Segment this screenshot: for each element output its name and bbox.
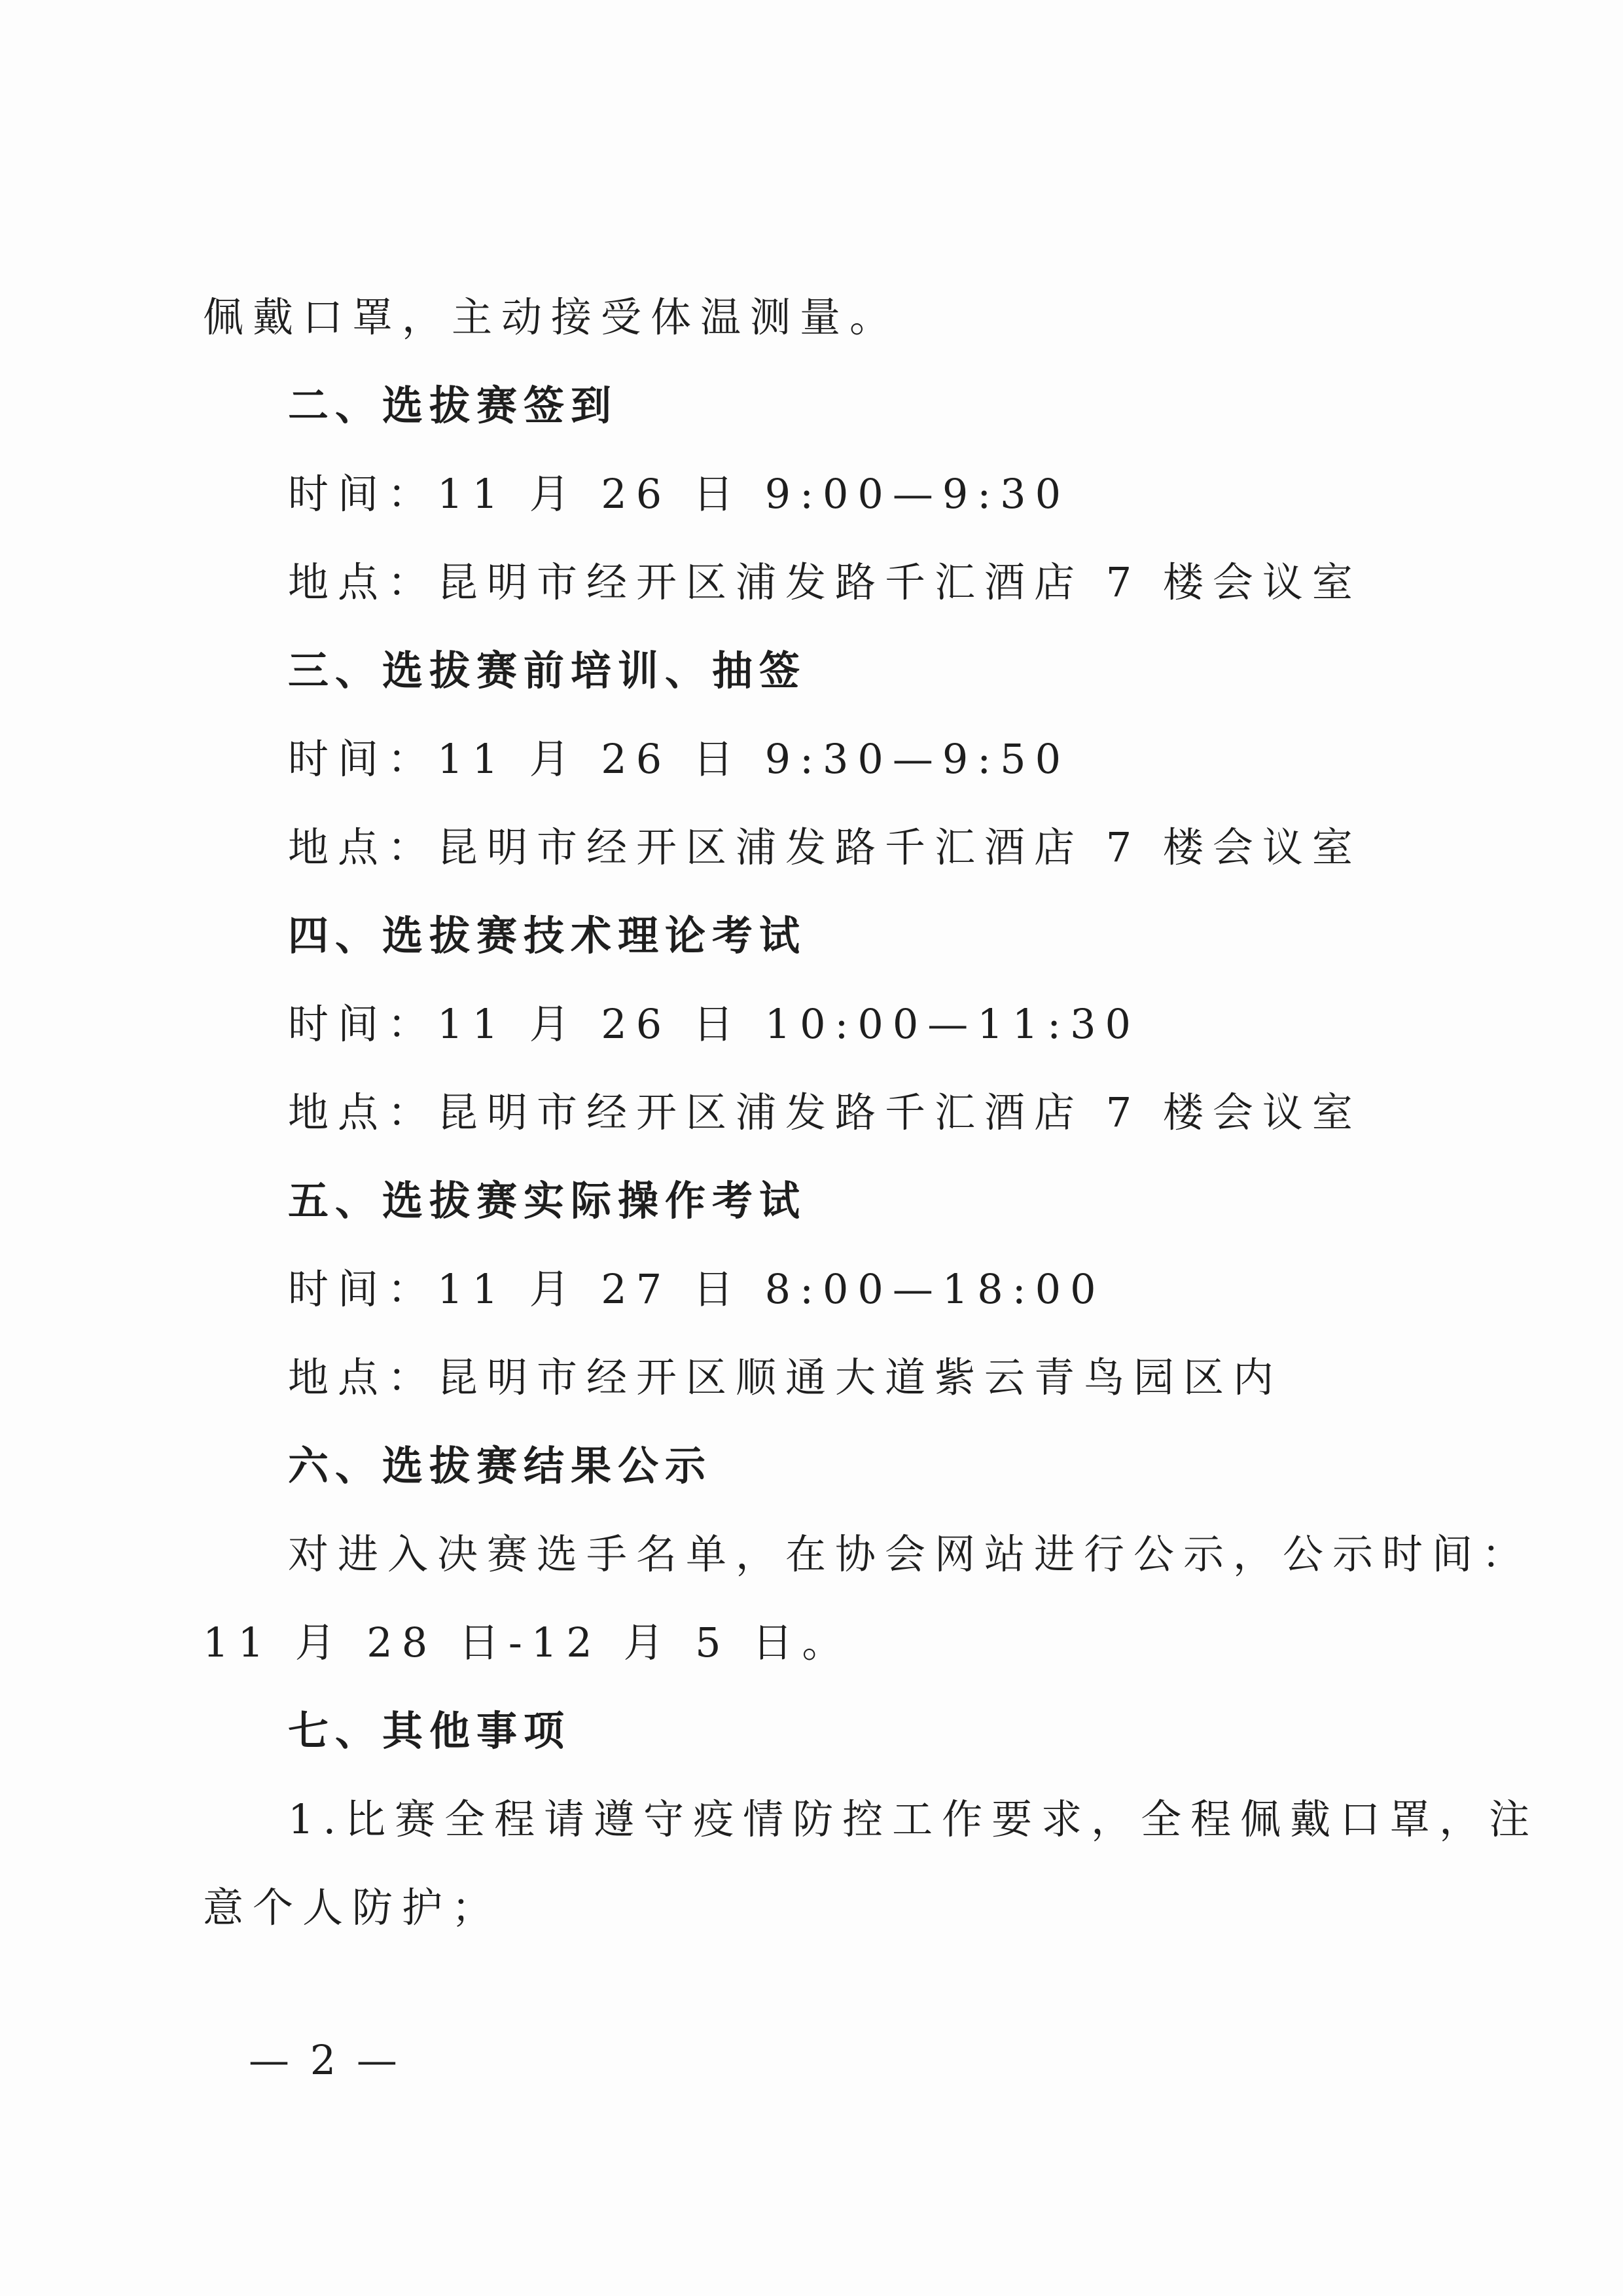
section-heading-results: 六、选拔赛结果公示 bbox=[288, 1442, 713, 1490]
body-line-results-dates: 11 月 28 日-12 月 5 日。 bbox=[203, 1619, 852, 1666]
body-line-theory-time: 时间：11 月 26 日 10:00—11:30 bbox=[288, 1000, 1140, 1048]
section-heading-other-matters: 七、其他事项 bbox=[288, 1707, 571, 1755]
body-line-mask-temperature: 佩戴口罩，主动接受体温测量。 bbox=[203, 293, 900, 341]
section-heading-theory-exam: 四、选拔赛技术理论考试 bbox=[288, 912, 807, 960]
body-line-checkin-location: 地点：昆明市经开区浦发路千汇酒店 7 楼会议室 bbox=[288, 558, 1362, 606]
body-line-results-announcement: 对进入决赛选手名单，在协会网站进行公示，公示时间： bbox=[288, 1530, 1532, 1578]
section-heading-checkin: 二、选拔赛签到 bbox=[288, 382, 618, 429]
body-line-training-time: 时间：11 月 26 日 9:30—9:50 bbox=[288, 735, 1071, 783]
section-heading-training: 三、选拔赛前培训、抽签 bbox=[288, 647, 807, 694]
body-line-practical-time: 时间：11 月 27 日 8:00—18:00 bbox=[288, 1265, 1105, 1313]
page-number: — 2 — bbox=[249, 2036, 401, 2084]
body-line-training-location: 地点：昆明市经开区浦发路千汇酒店 7 楼会议室 bbox=[288, 823, 1362, 871]
body-line-personal-protection: 意个人防护； bbox=[203, 1884, 502, 1931]
body-line-checkin-time: 时间：11 月 26 日 9:00—9:30 bbox=[288, 470, 1071, 518]
body-line-epidemic-rules: 1.比赛全程请遵守疫情防控工作要求，全程佩戴口罩，注 bbox=[288, 1795, 1539, 1843]
section-heading-practical-exam: 五、选拔赛实际操作考试 bbox=[288, 1177, 807, 1225]
body-line-theory-location: 地点：昆明市经开区浦发路千汇酒店 7 楼会议室 bbox=[288, 1088, 1362, 1136]
body-line-practical-location: 地点：昆明市经开区顺通大道紫云青鸟园区内 bbox=[288, 1354, 1283, 1401]
